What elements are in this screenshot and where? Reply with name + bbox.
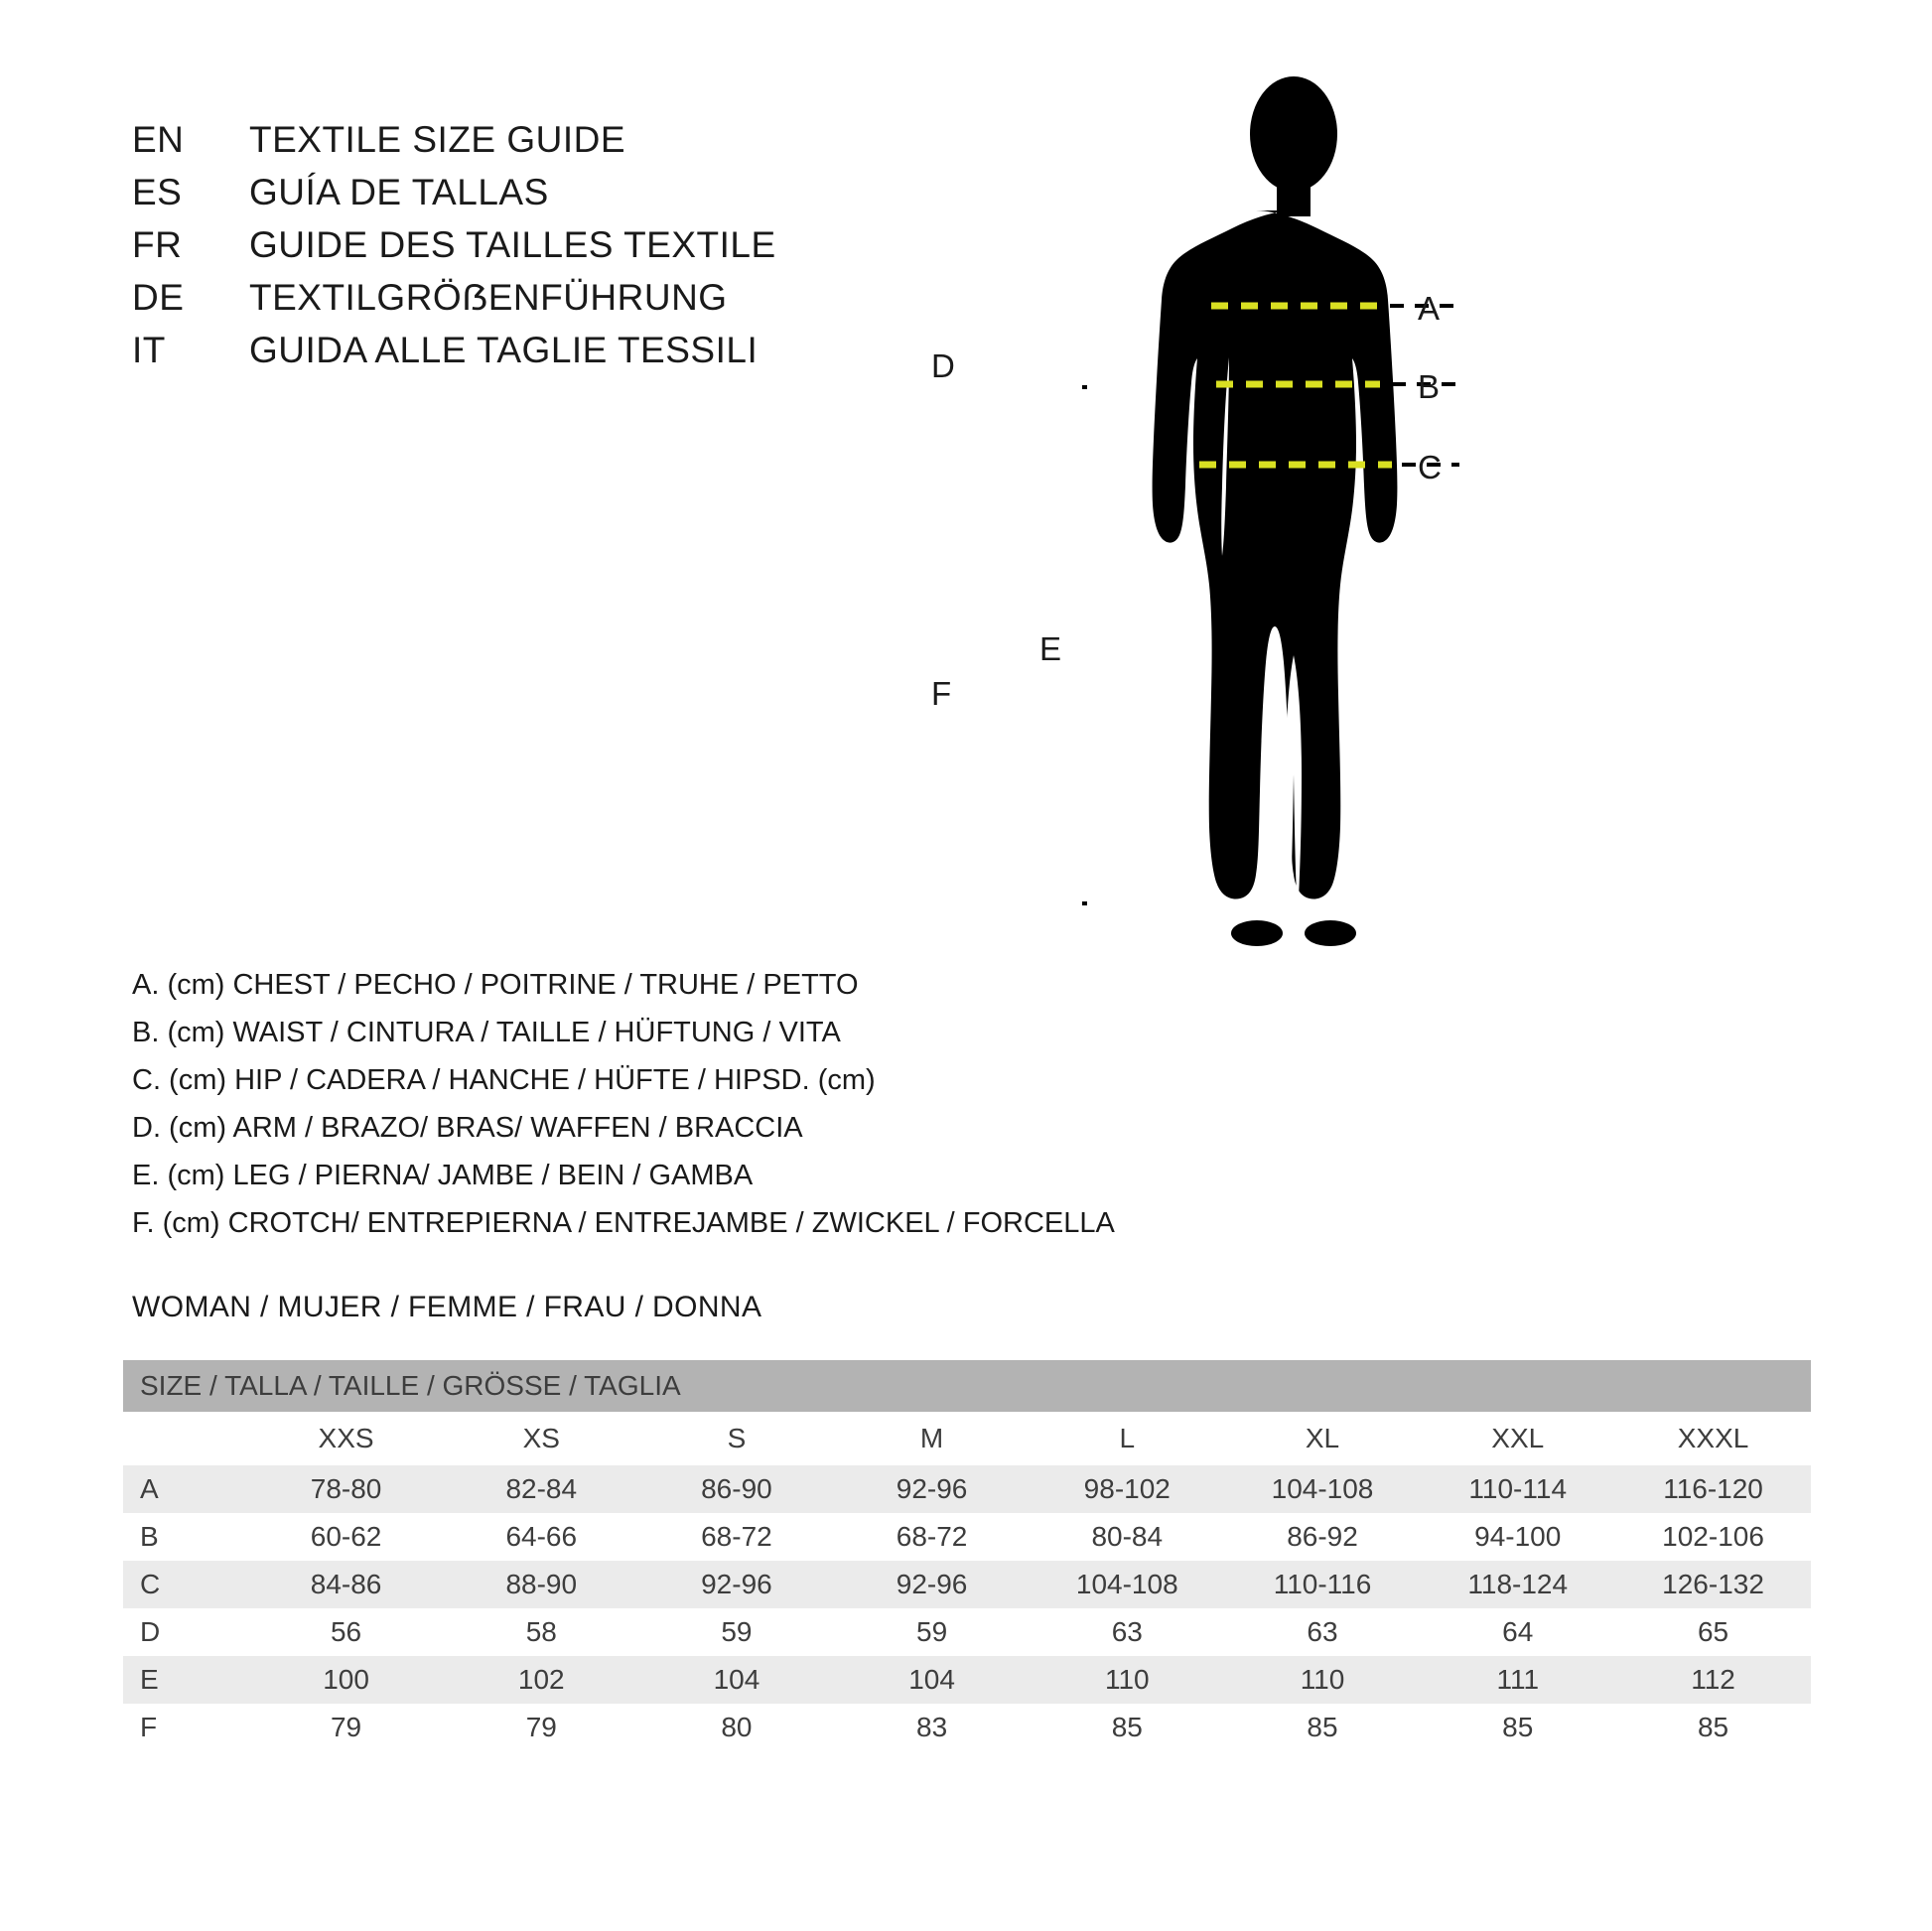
cell: 68-72: [639, 1513, 835, 1561]
cell: 112: [1615, 1656, 1811, 1704]
table-header-row: [123, 1360, 1811, 1412]
cell: 104: [834, 1656, 1030, 1704]
legend-line-a: A. (cm) CHEST / PECHO / POITRINE / TRUHE / PETTO: [132, 969, 859, 1001]
table-sizes-row: [123, 1412, 1811, 1465]
size-col-l: L: [1030, 1412, 1225, 1465]
table-row: [123, 1704, 1811, 1751]
table-row: [123, 1561, 1811, 1608]
size-col-xl: XL: [1225, 1412, 1421, 1465]
cell: 86-92: [1225, 1513, 1421, 1561]
cell: 83: [834, 1704, 1030, 1751]
size-col-m: M: [834, 1412, 1030, 1465]
table-row: [123, 1513, 1811, 1561]
title-text-fr: GUIDE DES TAILLES TEXTILE: [249, 224, 776, 265]
cell: 56: [248, 1608, 444, 1656]
cell: 63: [1030, 1608, 1225, 1656]
legend-line-f: F. (cm) CROTCH/ ENTREPIERNA / ENTREJAMBE / ZWICKEL / FORCELLA: [132, 1207, 1115, 1239]
size-col-s: S: [639, 1412, 835, 1465]
section-label-woman: WOMAN / MUJER / FEMME / FRAU / DONNA: [132, 1291, 762, 1323]
cell: 58: [444, 1608, 639, 1656]
cell: 82-84: [444, 1465, 639, 1513]
sizes-row-corner: [123, 1412, 248, 1465]
title-lang-fr: FR: [132, 224, 183, 265]
size-table: [123, 1360, 1811, 1751]
cell: 110: [1225, 1656, 1421, 1704]
cell: 85: [1420, 1704, 1615, 1751]
female-silhouette-icon: [1153, 76, 1398, 946]
dim-label-d: D: [931, 347, 955, 384]
table-row: [123, 1608, 1811, 1656]
dim-label-a: A: [1418, 290, 1441, 327]
cell: 59: [834, 1608, 1030, 1656]
title-row: [132, 224, 946, 266]
row-label-e: E: [123, 1656, 248, 1704]
cell: 118-124: [1420, 1561, 1615, 1608]
table-header-label: SIZE / TALLA / TAILLE / GRÖSSE / TAGLIA: [123, 1360, 1811, 1412]
cell: 84-86: [248, 1561, 444, 1608]
cell: 104: [639, 1656, 835, 1704]
dim-label-c: C: [1418, 449, 1442, 485]
cell: 79: [248, 1704, 444, 1751]
size-col-xxxl: XXXL: [1615, 1412, 1811, 1465]
cell: 85: [1225, 1704, 1421, 1751]
title-row: [132, 119, 946, 161]
bracket-e: [1082, 387, 1087, 903]
cell: 102-106: [1615, 1513, 1811, 1561]
title-text-de: TEXTILGRÖẞENFÜHRUNG: [249, 277, 728, 318]
title-row: [132, 330, 946, 371]
cell: 98-102: [1030, 1465, 1225, 1513]
title-text-en: TEXTILE SIZE GUIDE: [249, 119, 626, 160]
title-row: [132, 277, 946, 319]
cell: 110-116: [1225, 1561, 1421, 1608]
legend-line-d: D. (cm) ARM / BRAZO/ BRAS/ WAFFEN / BRACCIA: [132, 1112, 803, 1144]
dim-label-b: B: [1418, 368, 1441, 405]
size-col-xxs: XXS: [248, 1412, 444, 1465]
dim-label-f: F: [931, 675, 952, 712]
cell: 85: [1615, 1704, 1811, 1751]
dim-label-e: E: [1039, 630, 1062, 667]
title-block: [132, 119, 946, 382]
cell: 60-62: [248, 1513, 444, 1561]
cell: 86-90: [639, 1465, 835, 1513]
cell: 92-96: [639, 1561, 835, 1608]
legend-block: [132, 961, 1224, 1247]
row-label-a: A: [123, 1465, 248, 1513]
cell: 92-96: [834, 1465, 1030, 1513]
cell: 110-114: [1420, 1465, 1615, 1513]
size-col-xs: XS: [444, 1412, 639, 1465]
cell: 79: [444, 1704, 639, 1751]
row-label-d: D: [123, 1608, 248, 1656]
size-col-xxl: XXL: [1420, 1412, 1615, 1465]
cell: 59: [639, 1608, 835, 1656]
title-lang-de: DE: [132, 277, 185, 318]
title-lang-es: ES: [132, 172, 183, 212]
cell: 64-66: [444, 1513, 639, 1561]
title-row: [132, 172, 946, 213]
cell: 65: [1615, 1608, 1811, 1656]
cell: 80: [639, 1704, 835, 1751]
title-lang-en: EN: [132, 119, 185, 160]
title-text-it: GUIDA ALLE TAGLIE TESSILI: [249, 330, 759, 370]
cell: 85: [1030, 1704, 1225, 1751]
cell: 92-96: [834, 1561, 1030, 1608]
legend-line-b: B. (cm) WAIST / CINTURA / TAILLE / HÜFTUNG / VITA: [132, 1017, 841, 1048]
legend-line-e: E. (cm) LEG / PIERNA/ JAMBE / BEIN / GAMBA: [132, 1160, 754, 1191]
table-row: [123, 1465, 1811, 1513]
cell: 104-108: [1225, 1465, 1421, 1513]
cell: 88-90: [444, 1561, 639, 1608]
cell: 94-100: [1420, 1513, 1615, 1561]
title-lang-it: IT: [132, 330, 166, 370]
legend-line-c: C. (cm) HIP / CADERA / HANCHE / HÜFTE / HIPSD. (cm): [132, 1064, 876, 1096]
cell: 116-120: [1615, 1465, 1811, 1513]
cell: 111: [1420, 1656, 1615, 1704]
title-text-es: GUÍA DE TALLAS: [249, 172, 549, 212]
cell: 68-72: [834, 1513, 1030, 1561]
cell: 104-108: [1030, 1561, 1225, 1608]
cell: 126-132: [1615, 1561, 1811, 1608]
row-label-f: F: [123, 1704, 248, 1751]
cell: 63: [1225, 1608, 1421, 1656]
row-label-c: C: [123, 1561, 248, 1608]
cell: 102: [444, 1656, 639, 1704]
cell: 110: [1030, 1656, 1225, 1704]
row-label-b: B: [123, 1513, 248, 1561]
cell: 78-80: [248, 1465, 444, 1513]
cell: 100: [248, 1656, 444, 1704]
cell: 64: [1420, 1608, 1615, 1656]
table-row: [123, 1656, 1811, 1704]
cell: 80-84: [1030, 1513, 1225, 1561]
